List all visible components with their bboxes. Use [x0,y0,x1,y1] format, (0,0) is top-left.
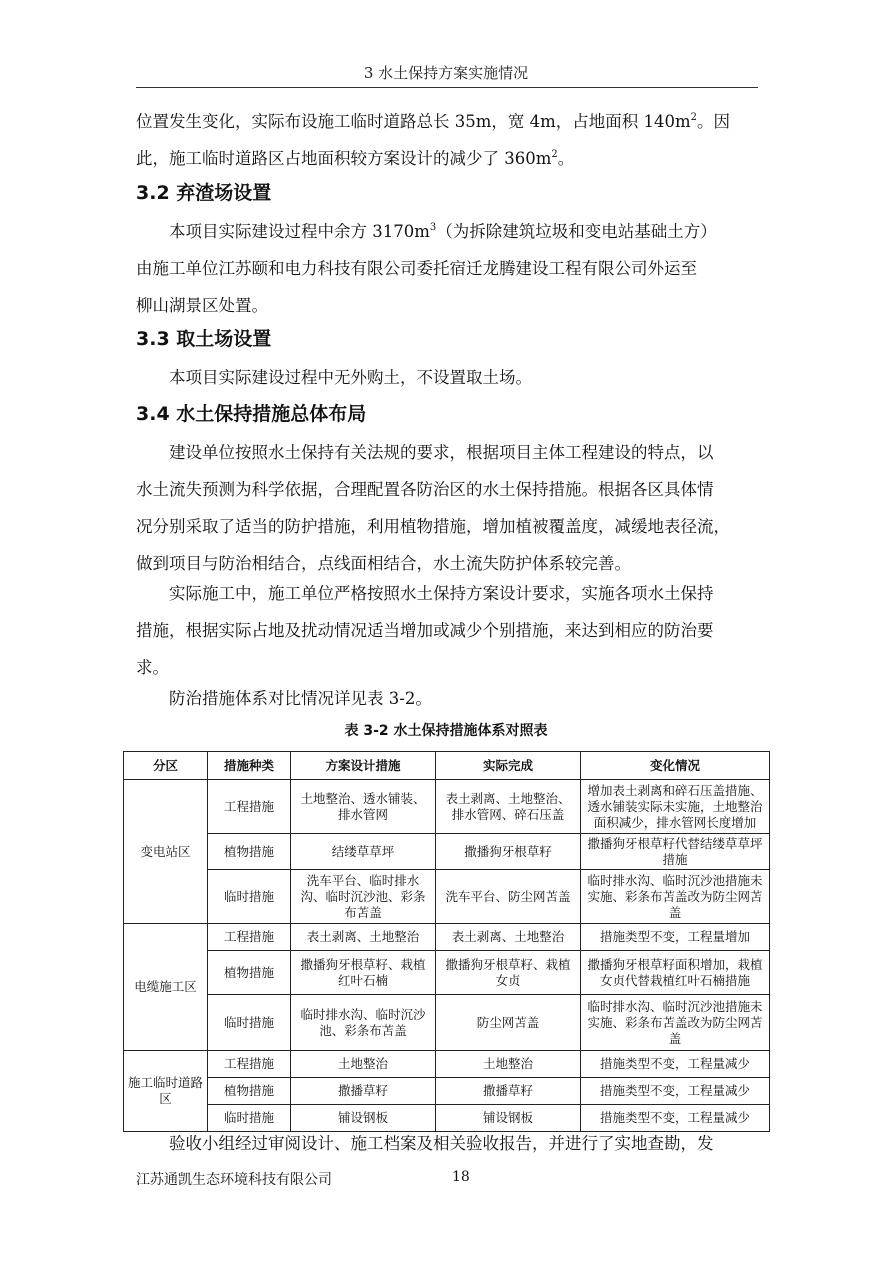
table-cell: 撒播狗牙根草籽、栽植女贞 [436,951,581,995]
table-row [124,834,770,870]
zone-cell: 施工临时道路区 [124,1051,208,1132]
zone-cell: 电缆施工区 [124,924,208,1051]
footer-company: 江苏通凯生态环境科技有限公司 [136,1172,332,1188]
table-cell: 铺设钢板 [436,1105,581,1132]
table-row [124,951,770,995]
para2-line-2: 措施，根据实际占地及扰动情况适当增加或减少个别措施，来达到相应的防治要 [136,621,714,640]
table-cell: 工程措施 [208,924,291,951]
table-cell: 撒播狗牙根草籽代替结缕草草坪措施 [581,834,770,870]
intro-paragraph [136,103,758,177]
table-cell: 结缕草草坪 [291,834,436,870]
table-cell: 增加表土剥离和碎石压盖措施、透水铺装实际未实施，土地整治面积减少，排水管网长度增加 [581,780,770,834]
table-header-row [124,752,770,780]
table-cell: 洗车平台、临时排水沟、临时沉沙池、彩条布苫盖 [291,870,436,924]
section-3-4-paragraph-2 [136,575,758,686]
table-cell: 土地整治 [291,1051,436,1078]
table-caption: 表 3-2 水土保持措施体系对照表 [344,723,548,739]
table-cell: 表土剥离、土地整治、排水管网、碎石压盖 [436,780,581,834]
table-cell: 措施类型不变，工程量增加 [581,924,770,951]
table-row [124,780,770,834]
measures-table [123,751,770,1132]
section-3-4-paragraph-3: 防治措施体系对比情况详见表 3-2。 [169,689,432,708]
table-cell: 土地整治 [436,1051,581,1078]
table-cell: 措施类型不变，工程量减少 [581,1078,770,1105]
table-cell: 措施类型不变，工程量减少 [581,1105,770,1132]
intro-line-1: 位置发生变化，实际布设施工临时道路总长 35m，宽 4m，占地面积 $140m^2$。因 [136,112,730,131]
table-cell: 工程措施 [208,780,291,834]
section-3-2-paragraph [136,213,758,324]
table-cell: 临时措施 [208,870,291,924]
table-cell: 植物措施 [208,834,291,870]
table-cell: 防尘网苫盖 [436,995,581,1051]
table-row [124,1078,770,1105]
table-cell: 洗车平台、防尘网苫盖 [436,870,581,924]
para1-line-4: 做到项目与防治相结合，点线面相结合，水土流失防护体系较完善。 [136,554,631,573]
table-cell: 撒播狗牙根草籽面积增加，栽植女贞代替栽植红叶石楠措施 [581,951,770,995]
table-cell: 表土剥离、土地整治 [436,924,581,951]
para1-line-3: 况分别采取了适当的防护措施，利用植物措施，增加植被覆盖度，减缓地表径流， [136,517,730,536]
header-measure-type: 措施种类 [208,752,291,780]
section-3-2-line-3: 柳山湖景区处置。 [136,296,268,315]
running-header: 3 水土保持方案实施情况 [363,64,529,82]
table-cell: 撒播草籽 [436,1078,581,1105]
table-cell: 撒播狗牙根草籽、栽植红叶石楠 [291,951,436,995]
table-row [124,924,770,951]
table-cell: 植物措施 [208,951,291,995]
para1-line-1: 建设单位按照水土保持有关法规的要求，根据项目主体工程建设的特点，以 [169,443,714,462]
table-cell: 撒播狗牙根草籽 [436,834,581,870]
section-heading-3-3: 3.3 取土场设置 [136,328,272,350]
intro-line-2: 此，施工临时道路区占地面积较方案设计的减少了 $360m^2$。 [136,149,575,168]
section-3-4-paragraph-1 [136,434,758,582]
header-rule [136,87,758,88]
table-cell: 措施类型不变，工程量减少 [581,1051,770,1078]
table-row [124,1051,770,1078]
para2-line-3: 求。 [136,658,169,677]
section-heading-3-2: 3.2 弃渣场设置 [136,182,272,204]
table-cell: 铺设钢板 [291,1105,436,1132]
table-cell: 植物措施 [208,1078,291,1105]
section-3-2-line-2: 由施工单位江苏颐和电力科技有限公司委托宿迁龙腾建设工程有限公司外运至 [136,259,697,278]
page-number: 18 [452,1169,470,1185]
header-actual: 实际完成 [436,752,581,780]
table-cell: 临时排水沟、临时沉沙池、彩条布苫盖 [291,995,436,1051]
section-heading-3-4: 3.4 水土保持措施总体布局 [136,403,367,425]
section-3-3-paragraph: 本项目实际建设过程中无外购土，不设置取土场。 [169,368,532,387]
table-cell: 临时措施 [208,1105,291,1132]
zone-cell: 变电站区 [124,780,208,924]
table-cell: 表土剥离、土地整治 [291,924,436,951]
para2-line-1: 实际施工中，施工单位严格按照水土保持方案设计要求，实施各项水土保持 [169,584,714,603]
table-cell: 临时措施 [208,995,291,1051]
header-planned: 方案设计措施 [291,752,436,780]
table-cell: 工程措施 [208,1051,291,1078]
header-change: 变化情况 [581,752,770,780]
para1-line-2: 水土流失预测为科学依据，合理配置各防治区的水土保持措施。根据各区具体情 [136,480,714,499]
header-zone: 分区 [124,752,208,780]
table-cell: 撒播草籽 [291,1078,436,1105]
table-row [124,995,770,1051]
table-cell: 土地整治、透水铺装、排水管网 [291,780,436,834]
closing-paragraph: 验收小组经过审阅设计、施工档案及相关验收报告，并进行了实地查勘，发 [169,1134,714,1153]
table-row [124,870,770,924]
table-cell: 临时排水沟、临时沉沙池措施未实施、彩条布苫盖改为防尘网苫盖 [581,870,770,924]
table-cell: 临时排水沟、临时沉沙池措施未实施、彩条布苫盖改为防尘网苫盖 [581,995,770,1051]
section-3-2-line-1: 本项目实际建设过程中余方 $3170m^3$（为拆除建筑垃圾和变电站基础土方） [169,222,717,241]
